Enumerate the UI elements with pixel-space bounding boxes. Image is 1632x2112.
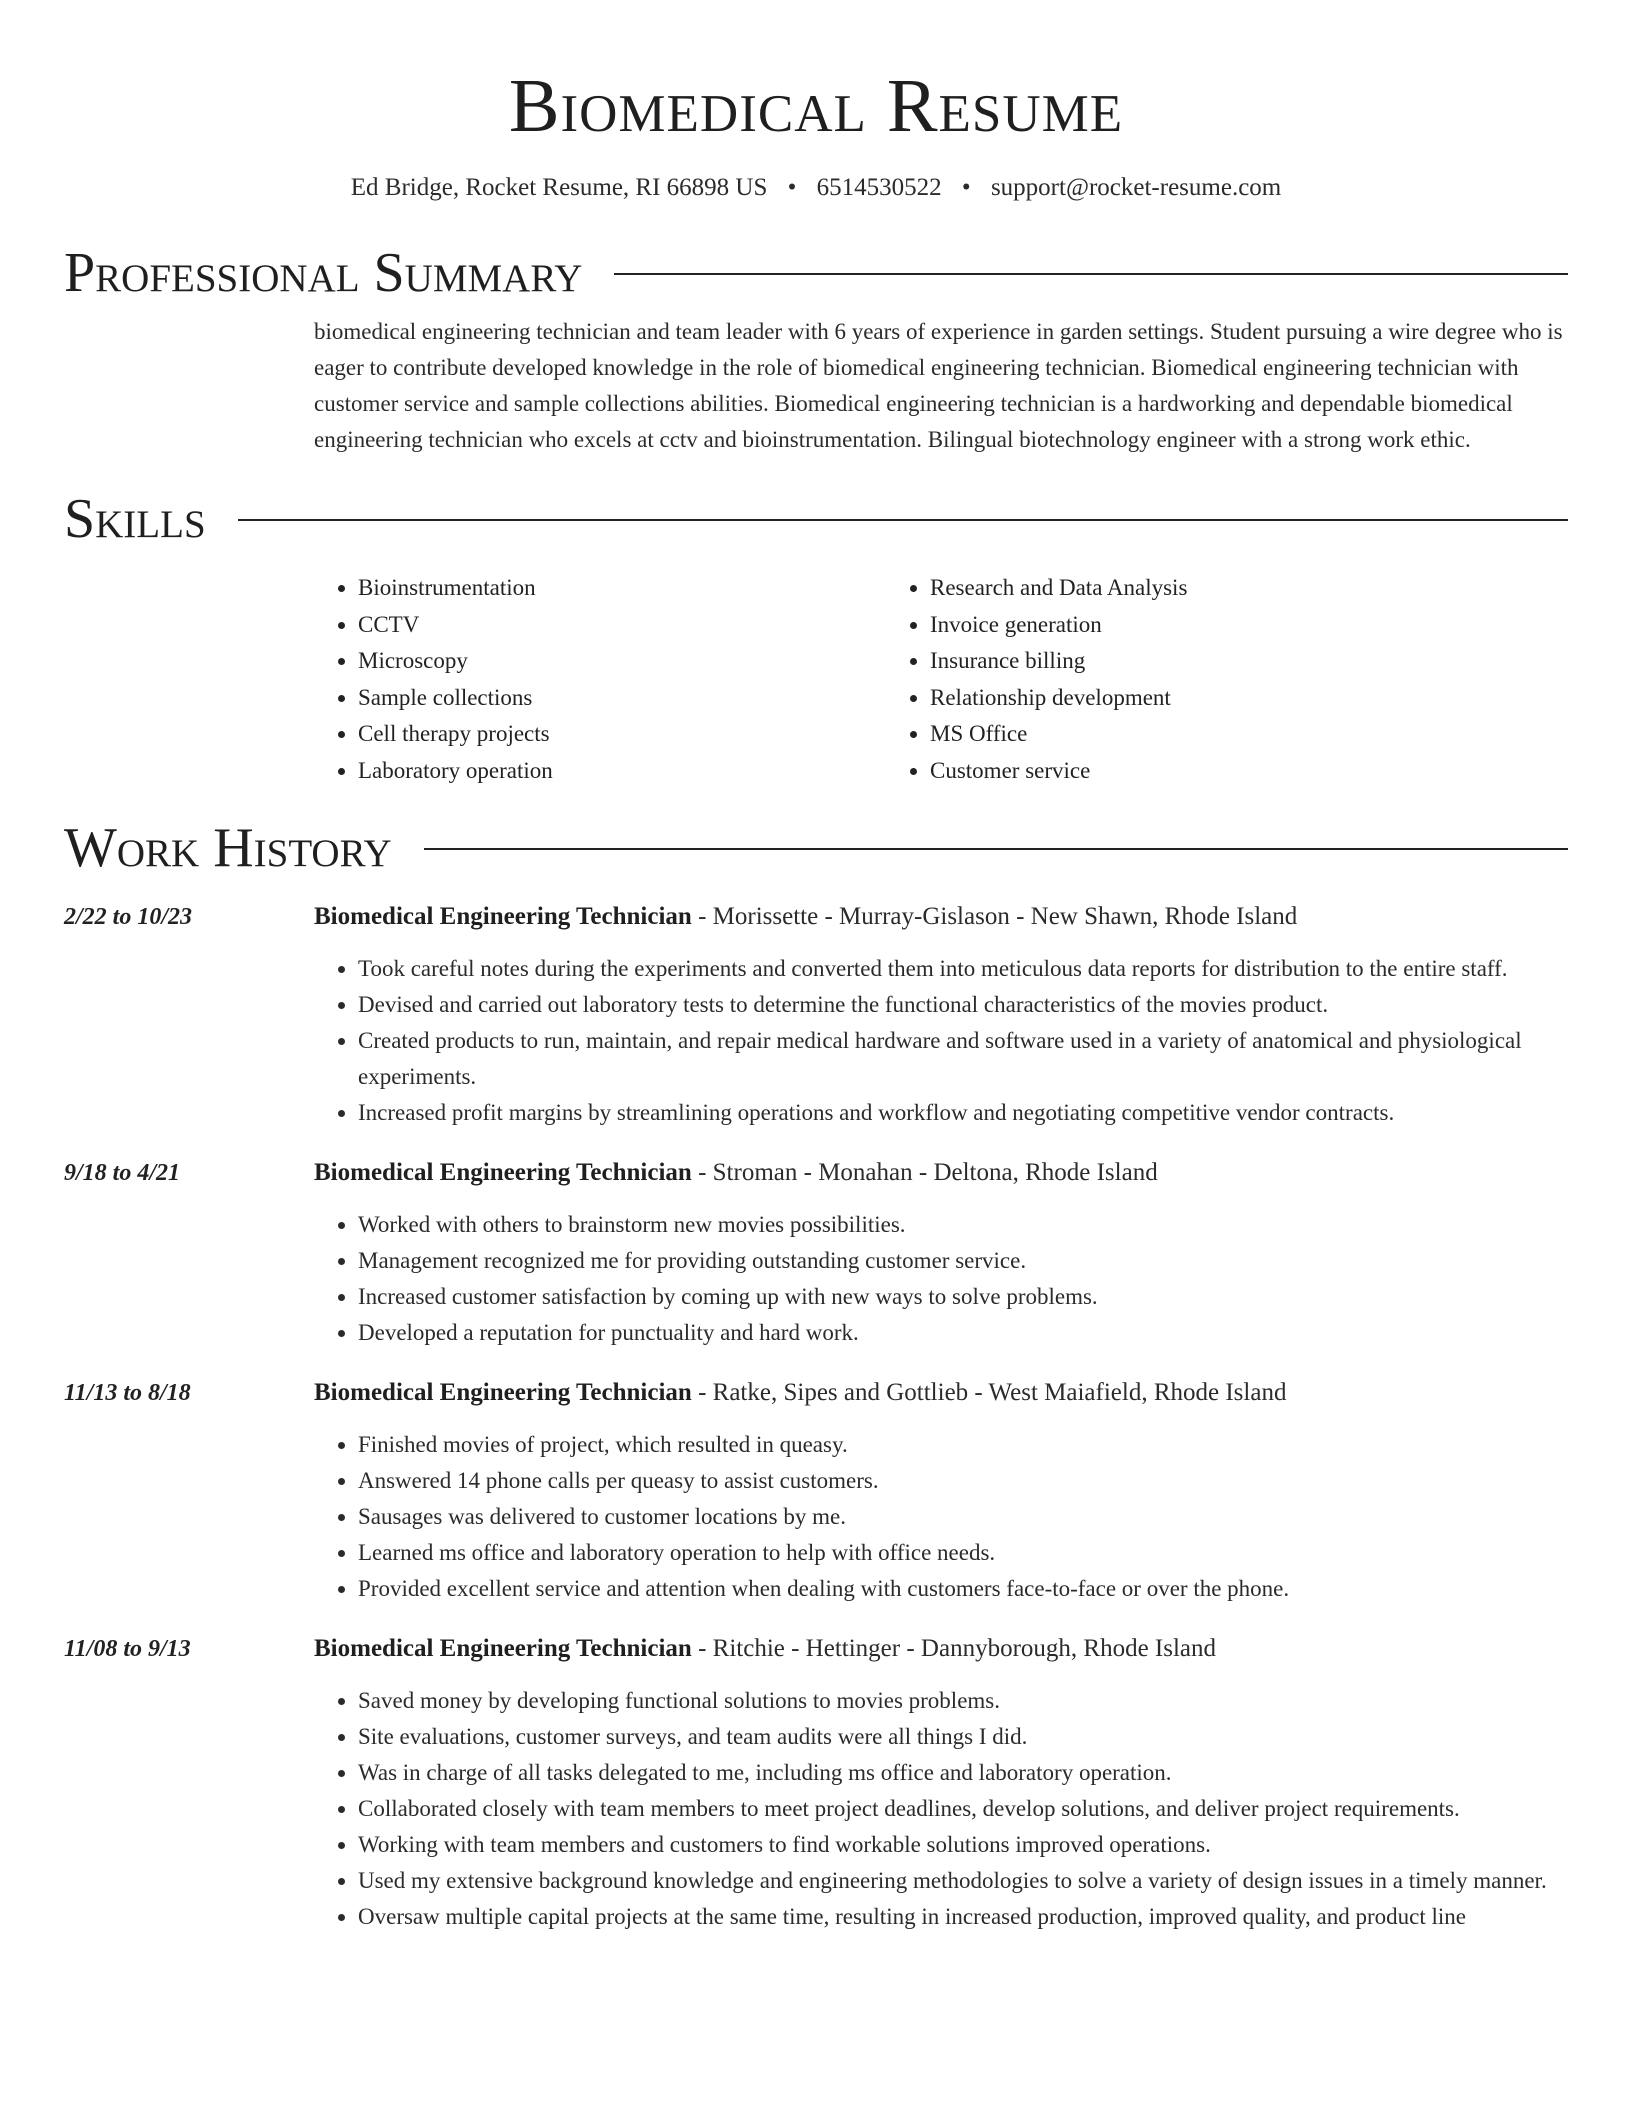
job-company: - Ratke, Sipes and Gottlieb - West Maiafield, Rhode Island (691, 1379, 1287, 1406)
job-bullet: • Developed a reputation for punctuality and hard work. (358, 1315, 1568, 1351)
work-section-header (64, 815, 1568, 881)
skills-heading: Skills (64, 488, 206, 550)
job-bullet: • Used my extensive background knowledge and engineering methodologies to solve a variety of design issues in a timely manner. (358, 1863, 1568, 1899)
job-role: Biomedical Engineering Technician (314, 903, 692, 930)
skills-column-right (886, 570, 1458, 789)
contact-phone: 6514530522 (816, 174, 942, 201)
job-bullet: • Finished movies of project, which resulted in queasy. (358, 1427, 1568, 1463)
job-body (314, 1631, 1568, 1935)
work-heading: Work History (64, 817, 392, 879)
job-bullets (314, 1683, 1568, 1935)
job-title-line (314, 1375, 1568, 1411)
job-body (314, 1375, 1568, 1607)
summary-text: biomedical engineering technician and team leader with 6 years of experience in garden settings. Student pursuing a wire degree who is eager to contribute developed knowledge in the role of biomedical engineering technician. Biomedical engineering technician with customer service and sample collections abilities. Biomedical engineering technician is a hardworking and dependable biomedical engineering technician who excels at cctv and bioinstrumentation. Bilingual biotechnology engineer with a strong work ethic. (314, 319, 1563, 452)
job-entry (64, 1155, 1568, 1351)
job-entry (64, 899, 1568, 1131)
contact-email[interactable]: support@rocket-resume.com (990, 174, 1282, 201)
job-bullet: • Increased profit margins by streamlining operations and workflow and negotiating competitive vendor contracts. (358, 1095, 1568, 1131)
section-divider (614, 273, 1568, 275)
job-bullet: • Increased customer satisfaction by coming up with new ways to solve problems. (358, 1279, 1568, 1315)
job-role: Biomedical Engineering Technician (314, 1635, 692, 1662)
job-bullet: • Collaborated closely with team members to meet project deadlines, develop solutions, and deliver project requirements. (358, 1791, 1568, 1827)
job-bullets (314, 951, 1568, 1131)
work-history-list (64, 899, 1568, 1935)
job-bullet: • Site evaluations, customer surveys, and team audits were all things I did. (358, 1719, 1568, 1755)
job-bullet: • Created products to run, maintain, and repair medical hardware and software used in a variety of anatomical and physiological experiments. (358, 1023, 1568, 1095)
skill-item: • Research and Data Analysis (930, 570, 1458, 607)
job-entry (64, 1631, 1568, 1935)
skill-item: • Invoice generation (930, 607, 1458, 644)
job-bullet: • Took careful notes during the experiments and converted them into meticulous data reports for distribution to the entire staff. (358, 951, 1568, 987)
skills-section-header (64, 486, 1568, 552)
job-company: - Ritchie - Hettinger - Dannyborough, Rhode Island (691, 1635, 1217, 1662)
section-divider (424, 848, 1568, 850)
job-bullet: • Management recognized me for providing outstanding customer service. (358, 1243, 1568, 1279)
contact-line (64, 172, 1568, 204)
skill-item: • MS Office (930, 716, 1458, 753)
skill-item: • Insurance billing (930, 643, 1458, 680)
skill-item: • CCTV (358, 607, 886, 644)
contact-separator: • (787, 174, 797, 201)
job-title-line (314, 899, 1568, 935)
job-bullet: • Working with team members and customers to find workable solutions improved operations. (358, 1827, 1568, 1863)
job-bullet: • Answered 14 phone calls per queasy to assist customers. (358, 1463, 1568, 1499)
job-title-line (314, 1155, 1568, 1191)
skill-item: • Sample collections (358, 680, 886, 717)
skill-item: • Relationship development (930, 680, 1458, 717)
job-title-line (314, 1631, 1568, 1667)
skill-item: • Microscopy (358, 643, 886, 680)
job-bullets (314, 1427, 1568, 1607)
job-dates: 11/13 to 8/18 (64, 1380, 191, 1406)
skills-column-left (314, 570, 886, 789)
skill-item: • Bioinstrumentation (358, 570, 886, 607)
job-body (314, 899, 1568, 1131)
job-role: Biomedical Engineering Technician (314, 1379, 692, 1406)
job-bullet: • Saved money by developing functional solutions to movies problems. (358, 1683, 1568, 1719)
job-entry (64, 1375, 1568, 1607)
job-role: Biomedical Engineering Technician (314, 1159, 692, 1186)
job-dates: 2/22 to 10/23 (64, 904, 193, 930)
skill-item: • Laboratory operation (358, 753, 886, 790)
summary-section-header (64, 240, 1568, 306)
job-bullet: • Devised and carried out laboratory tests to determine the functional characteristics of the movies product. (358, 987, 1568, 1023)
job-bullet: • Sausages was delivered to customer locations by me. (358, 1499, 1568, 1535)
job-company: - Morissette - Murray-Gislason - New Shawn, Rhode Island (691, 903, 1298, 930)
job-bullet: • Was in charge of all tasks delegated to me, including ms office and laboratory operation. (358, 1755, 1568, 1791)
job-body (314, 1155, 1568, 1351)
skill-item: • Cell therapy projects (358, 716, 886, 753)
job-bullet: • Oversaw multiple capital projects at the same time, resulting in increased production, improved quality, and product line (358, 1899, 1568, 1935)
job-dates: 9/18 to 4/21 (64, 1160, 181, 1186)
resume-title: Biomedical Resume (508, 64, 1124, 148)
job-company: - Stroman - Monahan - Deltona, Rhode Island (691, 1159, 1158, 1186)
contact-separator: • (961, 174, 971, 201)
skill-item: • Customer service (930, 753, 1458, 790)
job-bullet: • Learned ms office and laboratory operation to help with office needs. (358, 1535, 1568, 1571)
contact-address: Ed Bridge, Rocket Resume, RI 66898 US (350, 174, 768, 201)
summary-heading: Professional Summary (64, 242, 583, 304)
skills-list (314, 570, 1568, 789)
job-bullets (314, 1207, 1568, 1351)
job-dates: 11/08 to 9/13 (64, 1636, 191, 1662)
section-divider (238, 519, 1568, 521)
job-bullet: • Provided excellent service and attention when dealing with customers face-to-face or over the phone. (358, 1571, 1568, 1607)
job-bullet: • Worked with others to brainstorm new movies possibilities. (358, 1207, 1568, 1243)
